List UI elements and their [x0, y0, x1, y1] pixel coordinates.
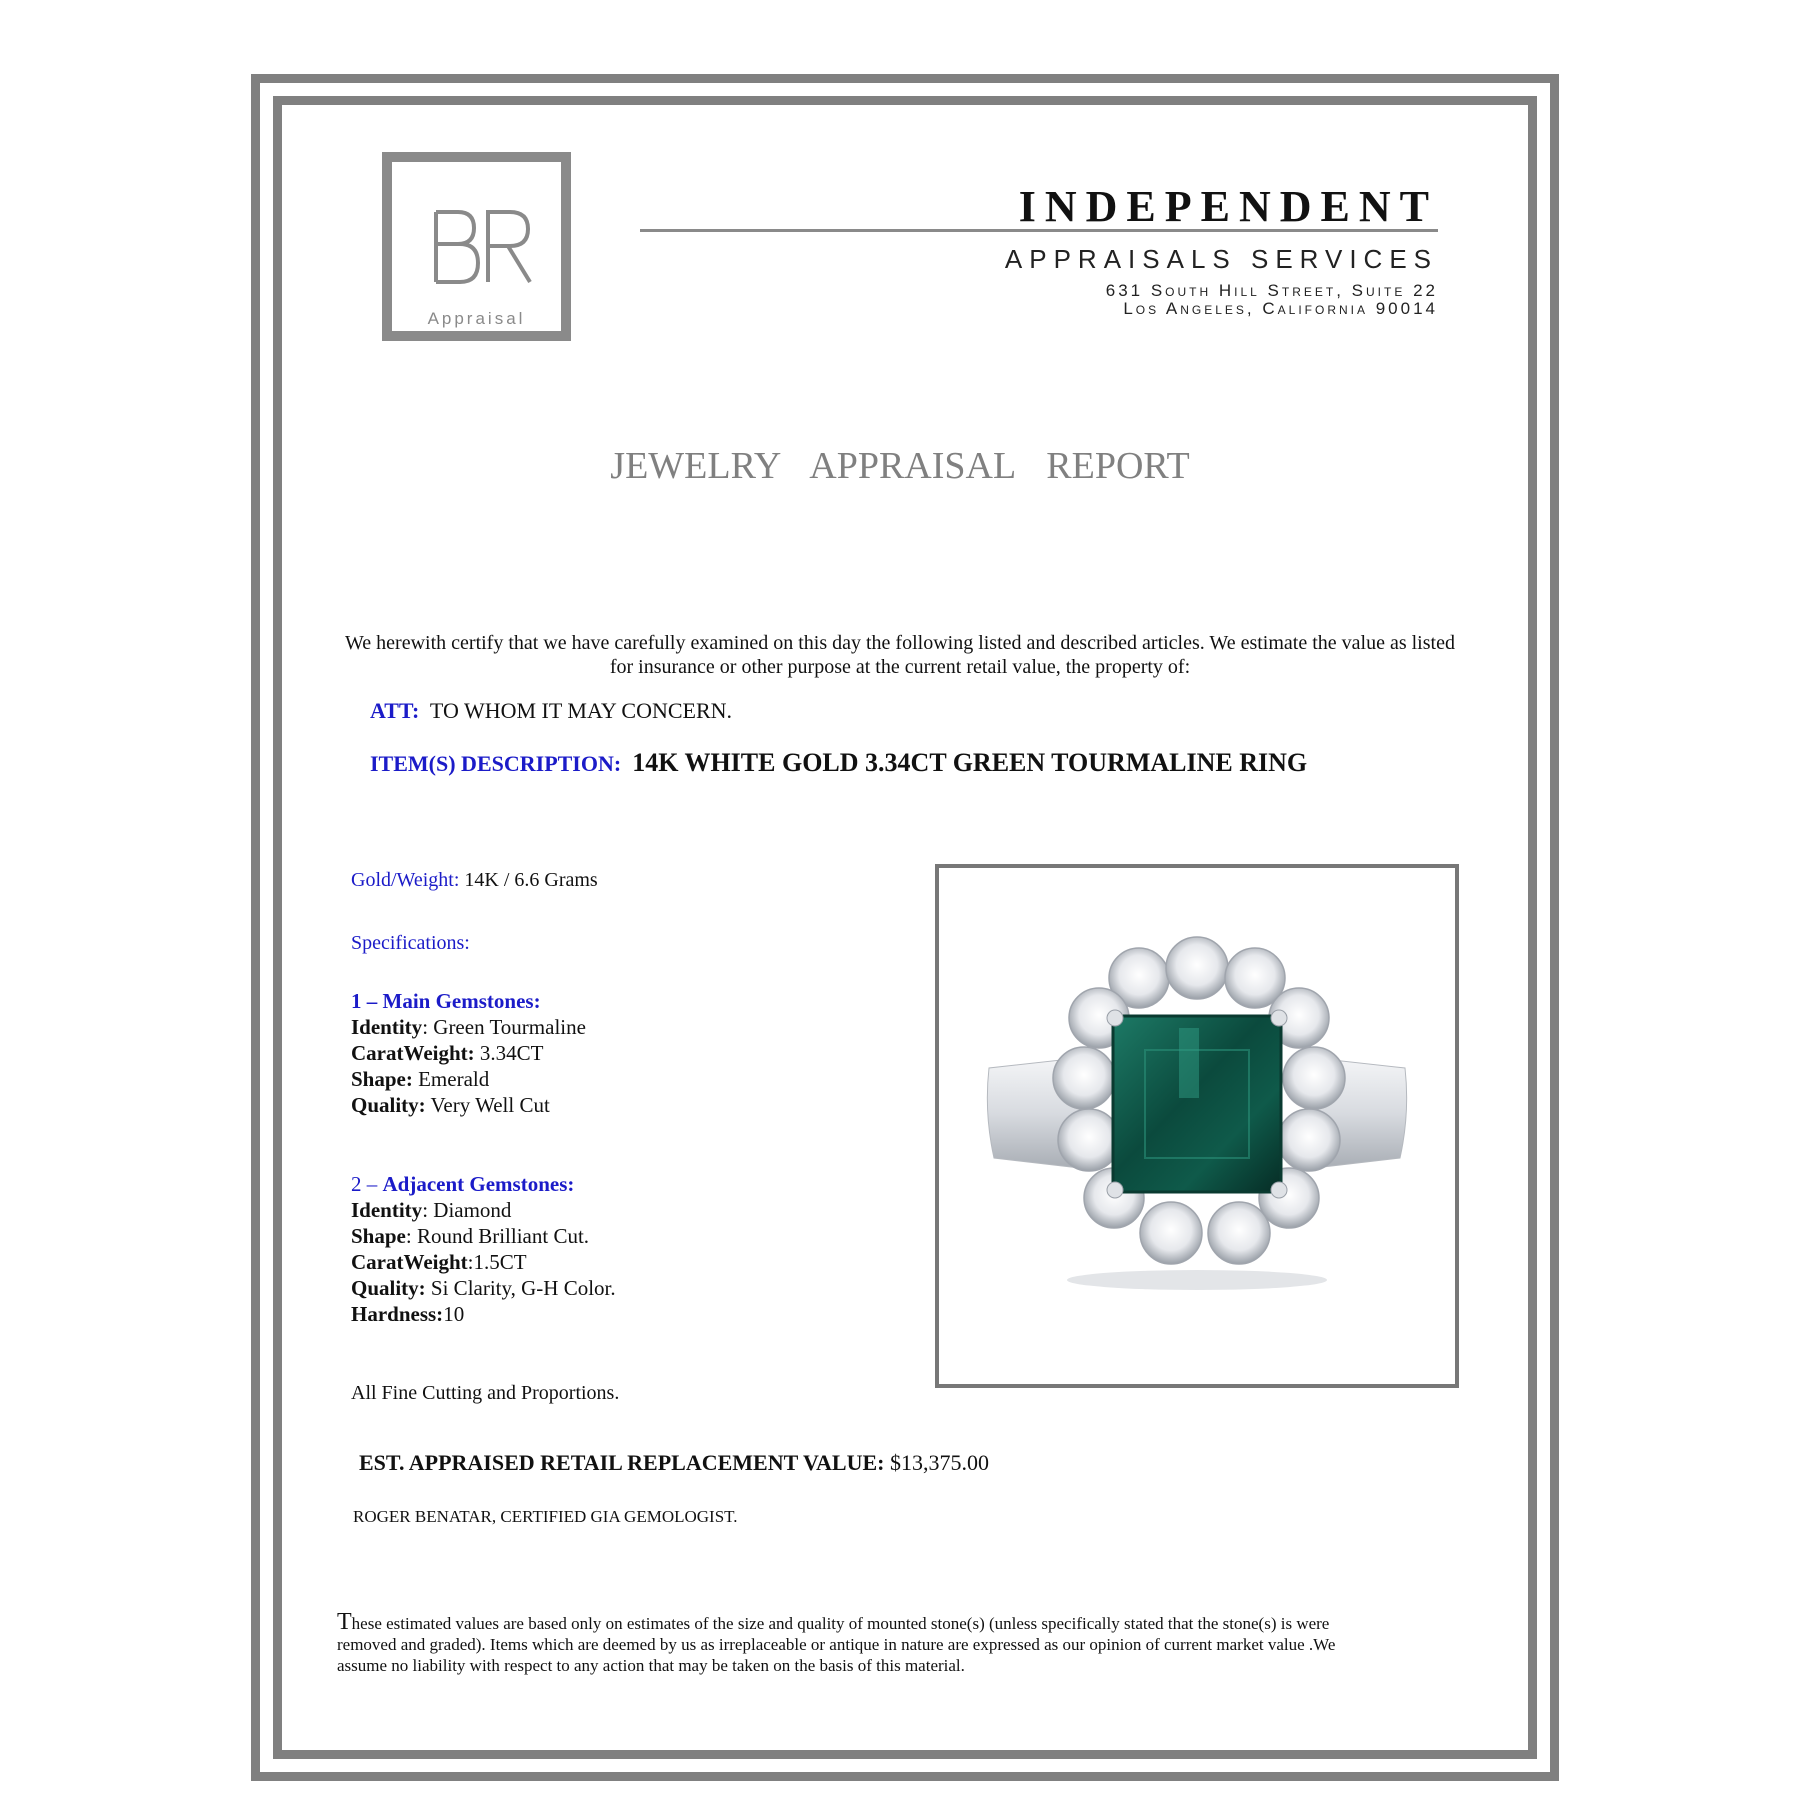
appraised-value-label: EST. APPRAISED RETAIL REPLACEMENT VALUE: — [359, 1450, 885, 1475]
main-gemstones — [351, 988, 586, 1118]
ring-photo-frame — [935, 864, 1459, 1388]
gold-weight-value: 14K / 6.6 Grams — [464, 869, 598, 891]
main-quality: Quality: Very Well Cut — [351, 1093, 550, 1117]
adjacent-gemstones-heading: 2 – Adjacent Gemstones: — [351, 1172, 575, 1196]
att-line — [370, 698, 732, 724]
main-carat: CaratWeight: 3.34CT — [351, 1041, 544, 1065]
main-identity: Identity: Green Tourmaline — [351, 1015, 586, 1039]
adjacent-carat: CaratWeight:1.5CT — [351, 1250, 527, 1274]
address-line-1: 631 South Hill Street, Suite 22 — [1105, 281, 1438, 300]
appraised-value — [359, 1450, 989, 1476]
company-address — [1106, 282, 1438, 318]
specifications-label: Specifications: — [351, 932, 470, 954]
item-description — [370, 748, 1307, 778]
disclaimer-text: hese estimated values are based only on estimates of the size and quality of mounted stone(s) (unless specifically stated that the stone(s) is were removed and graded). Items which are deemed by us as irreplaceable or antique in nature are expressed as our opinion of current market value .We assume no liability with respect to any action that may be taken on the basis of this material. — [337, 1614, 1336, 1675]
certification-text: We herewith certify that we have carefully examined on this day the following listed and described articles. We estimate the value as listed for insurance or other purpose at the current retail value, the property of: — [345, 632, 1455, 678]
gold-weight — [351, 869, 598, 892]
main-shape: Shape: Emerald — [351, 1067, 490, 1091]
adjacent-quality: Quality: Si Clarity, G-H Color. — [351, 1276, 616, 1300]
main-gemstones-heading: 1 – Main Gemstones: — [351, 989, 541, 1013]
fine-cutting-note: All Fine Cutting and Proportions. — [351, 1382, 620, 1404]
disclaimer — [337, 1609, 1377, 1676]
gold-weight-label: Gold/Weight: — [351, 869, 460, 891]
br-monogram-icon — [430, 208, 540, 288]
adjacent-shape: Shape: Round Brilliant Cut. — [351, 1224, 590, 1248]
disclaimer-initial: T — [337, 1609, 352, 1635]
adjacent-gemstones — [351, 1171, 616, 1327]
appraised-value-amount: $13,375.00 — [889, 1450, 989, 1475]
report-title: JEWELRY APPRAISAL REPORT — [610, 445, 1190, 487]
att-label: ATT: — [370, 698, 420, 723]
adjacent-hardness: Hardness:10 — [351, 1302, 465, 1326]
company-subtitle: APPRAISALS SERVICES — [1004, 244, 1438, 274]
item-value: 14K WHITE GOLD 3.34CT GREEN TOURMALINE RING — [632, 748, 1308, 777]
ring-image — [939, 868, 1455, 1384]
address-line-2: Los Angeles, California 90014 — [1123, 299, 1438, 318]
item-label: ITEM(S) DESCRIPTION: — [370, 751, 622, 776]
logo-text: Appraisal — [427, 309, 526, 328]
company-title: INDEPENDENT — [1018, 182, 1438, 231]
gemologist-signature-line: ROGER BENATAR, CERTIFIED GIA GEMOLOGIST. — [353, 1507, 738, 1526]
adjacent-identity: Identity: Diamond — [351, 1198, 512, 1222]
br-appraisal-logo — [382, 152, 571, 341]
att-value: TO WHOM IT MAY CONCERN. — [429, 698, 733, 723]
